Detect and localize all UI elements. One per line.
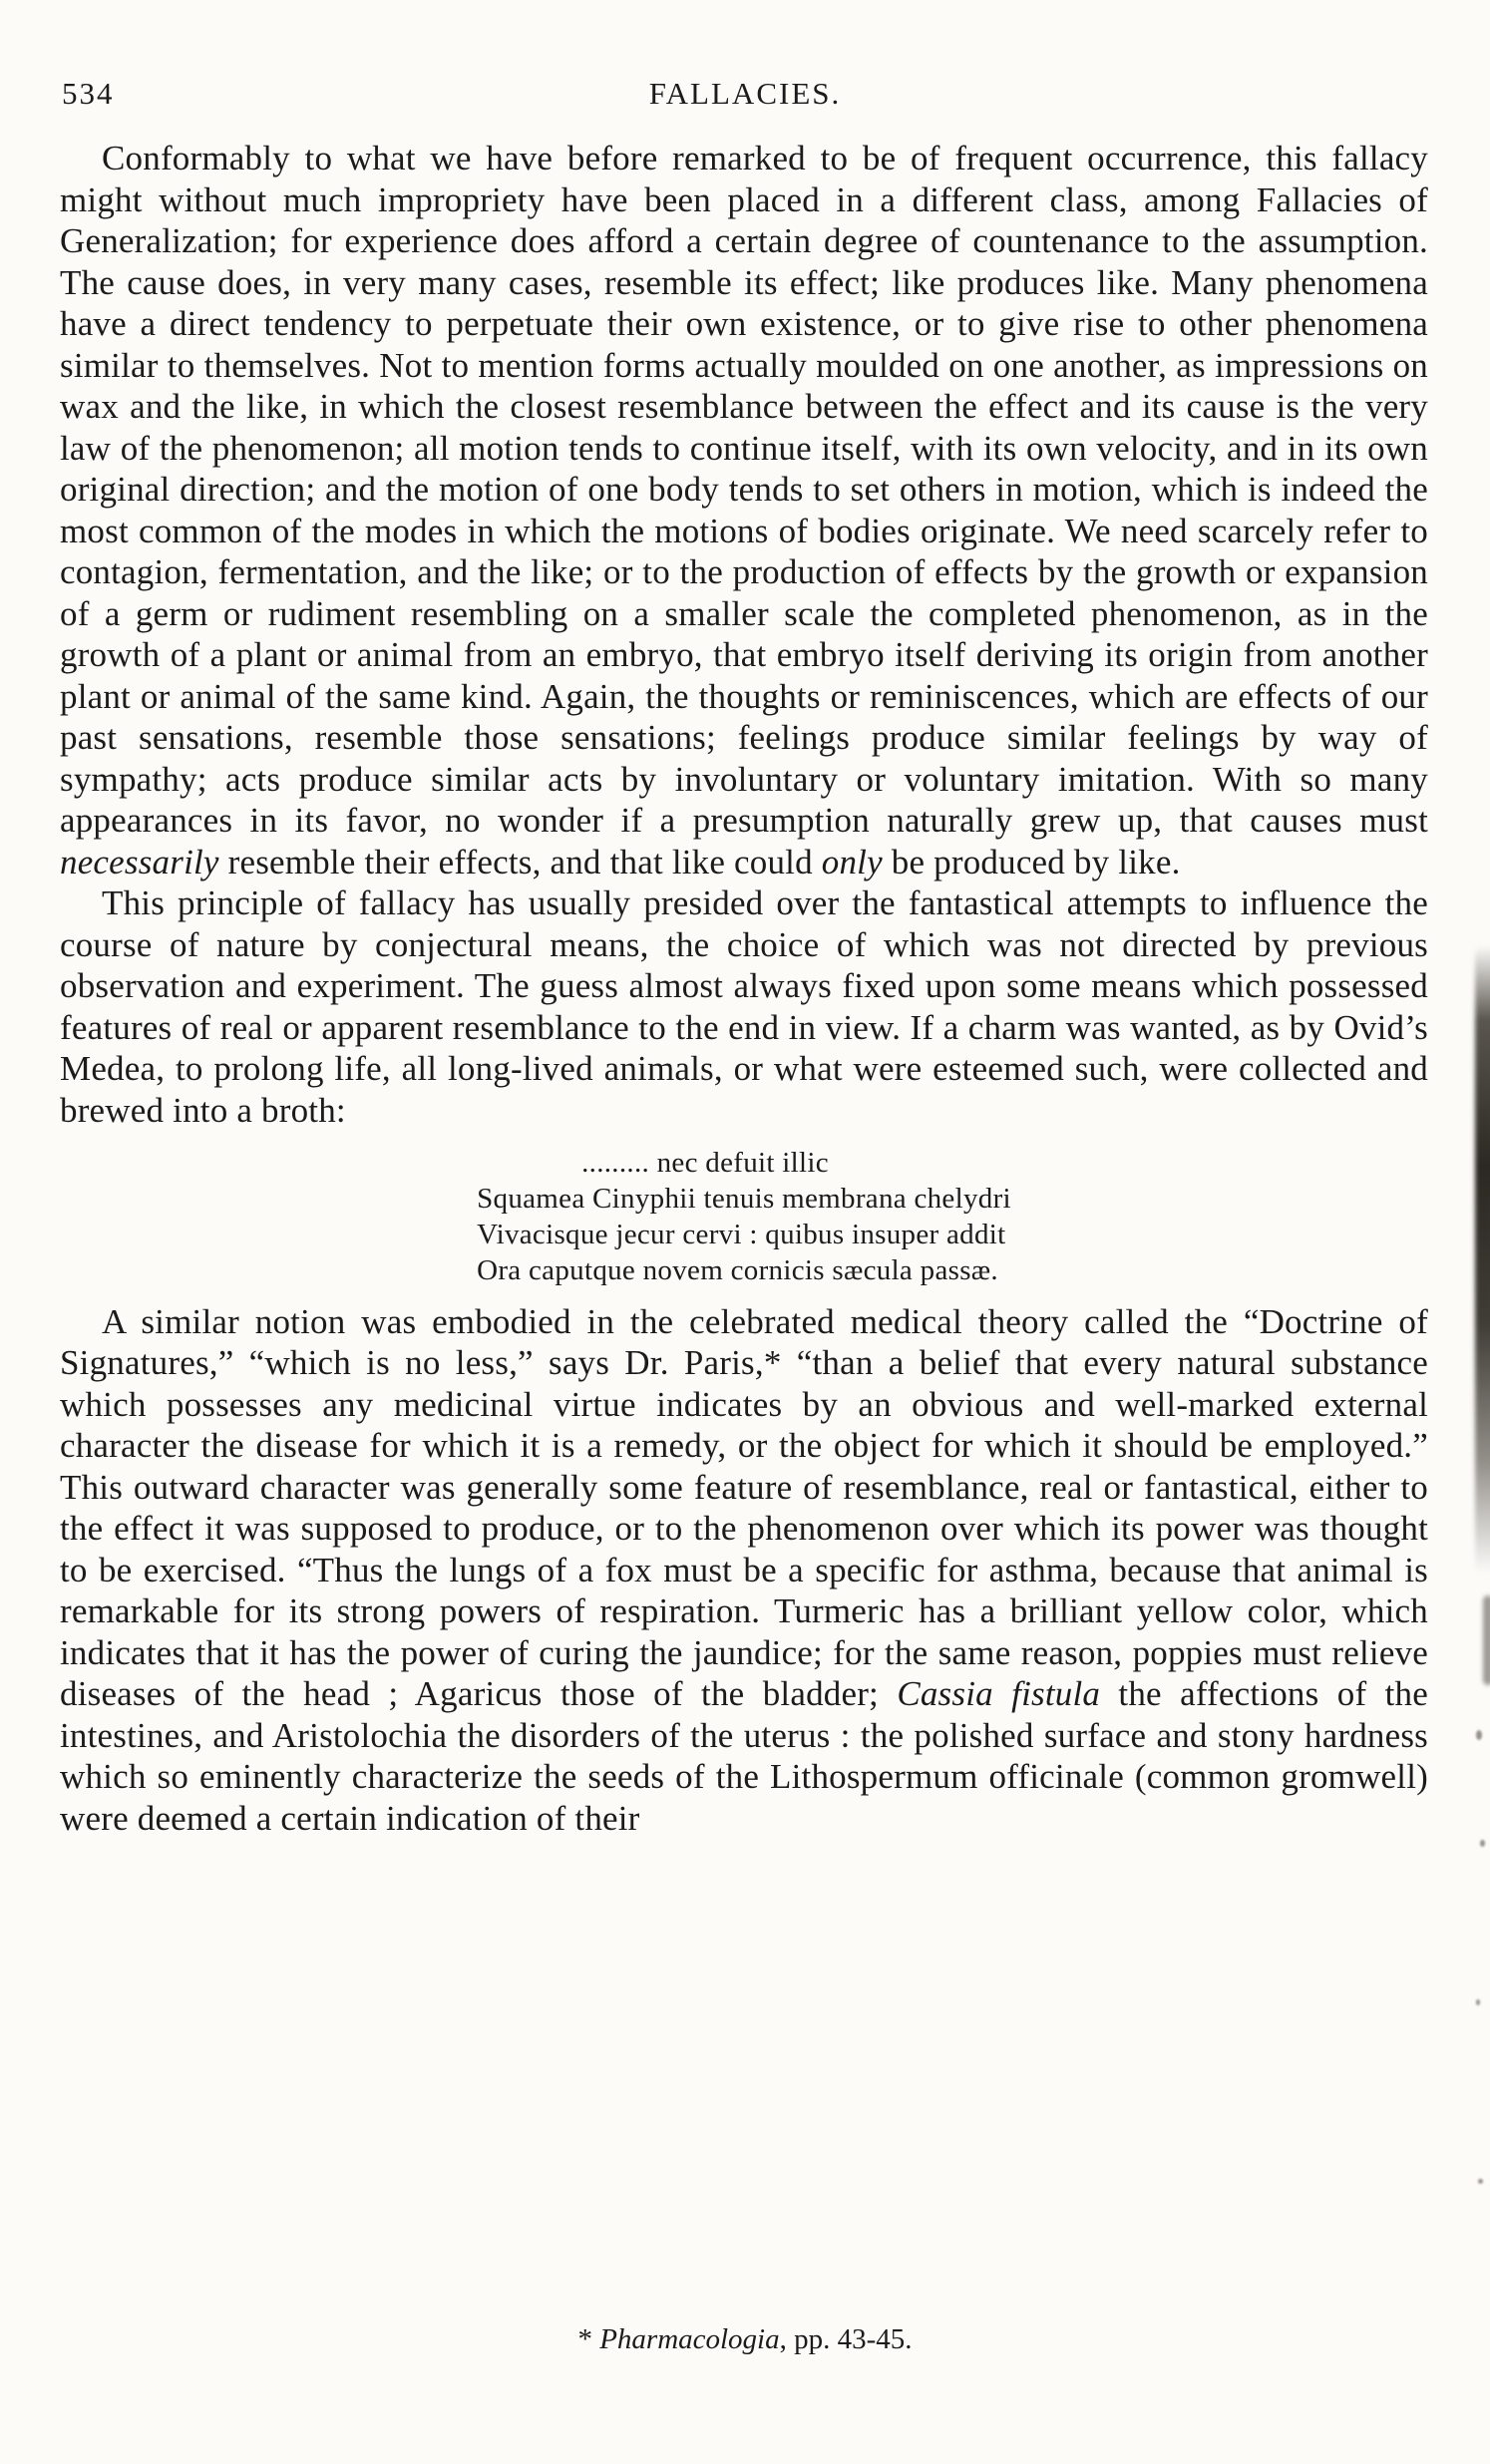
footnote-text (577, 2323, 912, 2355)
text-segment: resemble their effects, and that like could (218, 842, 822, 881)
page-body (0, 122, 1490, 1839)
text-segment: A similar notion was embodied in the celebrated medical theory called the “Doctrine of Signatures,” “which is no less,” says Dr. Paris,* “than a belief that every natural substance which possesses any medicinal virtue indicates by an obvious and well-marked external character the disease for which it is a remedy, or the object for which it should be employed.” This outward character was generally some feature of resemblance, real or fantastical, either to the effect it was supposed to produce, or to the phenomenon over which its power was thought to be exercised. “Thus the lungs of a fox must be a specific for asthma, because that animal is remarkable for its strong powers of respiration. Turmeric has a brilliant yellow color, which indicates that it has the power of curing the jaundice; for the same reason, poppies must relieve diseases of the head ; Agaricus those of the bladder; (60, 1301, 1428, 1713)
italic-text-segment: necessarily (60, 842, 219, 881)
italic-text-segment: Cassia fistula (897, 1674, 1101, 1713)
text-segment: This principle of fallacy has usually presided over the fantastical attempts to influence the course of nature by conjectural means, the choice of which was not directed by previous observation and experiment. The guess almost always fixed upon some means which possessed features of real or apparent resemblance to the end in view. If a charm was wanted, as by Ovid’s Medea, to prolong life, all long-lived animals, or what were esteemed such, were collected and brewed into a broth: (60, 883, 1428, 1130)
verse-line: Vivacisque jecur cervi : quibus insuper addit (477, 1219, 1006, 1250)
verse-line: Ora caputque novem cornicis sæcula passæ. (477, 1254, 998, 1286)
italic-text-segment: only (821, 842, 883, 881)
running-header: FALLACIES. (648, 76, 842, 111)
text-segment: Conformably to what we have before remarked to be of frequent occurrence, this fallacy might without much impropriety have been placed in a different class, among Fallacies of Generalization; for experience does afford a certain degree of countenance to the assumption. The cause does, in very many cases, resemble its effect; like produces like. Many phenomena have a direct tendency to perpetuate their own existence, or to give rise to other phenomena similar to themselves. Not to mention forms actually moulded on one another, as impressions on wax and the like, in which the closest resemblance between the effect and its cause is the very law of the phenomenon; all motion tends to continue itself, with its own velocity, and in its own original direction; and the motion of one body tends to set others in motion, which is indeed the most common of the modes in which the motions of bodies originate. We need scarcely refer to contagion, fermentation, and the like; or to the production of effects by the growth or expansion of a germ or rudiment resembling on a smaller scale the completed phenomenon, as in the growth of a plant or animal from an embryo, that embryo itself deriving its origin from another plant or animal of the same kind. Again, the thoughts or reminiscences, which are effects of our past sensations, resemble those sensations; feelings produce similar feelings by way of sympathy; acts produce similar acts by involuntary or voluntary imitation. With so many appearances in its favor, no wonder if a presumption naturally grew up, that causes must (60, 139, 1428, 840)
text-segment: , pp. 43-45. (779, 2323, 913, 2355)
text-segment: * (577, 2323, 600, 2355)
scan-speck (1478, 2179, 1483, 2184)
paragraph (60, 1301, 1428, 1840)
scan-speck (1480, 1840, 1485, 1847)
page-number: 534 (62, 76, 115, 111)
scan-speck (1476, 1730, 1482, 1740)
paragraph (60, 138, 1428, 882)
latin-verse (477, 1145, 1011, 1288)
text-segment: be produced by like. (882, 842, 1181, 881)
verse-block (60, 1145, 1428, 1289)
verse-line: Squamea Cinyphii tenuis membrana chelydri (477, 1183, 1011, 1215)
verse-line: ......... nec defuit illic (581, 1147, 829, 1179)
text-segment: the affections of the intestines, and Aristolochia the disorders of the uterus : the polished surface and stony hardness which so eminently characterize the seeds of the Lithospermum officinale (common gromwell) were deemed a certain indication of their (60, 1674, 1428, 1838)
italic-text-segment: Pharmacologia (599, 2323, 780, 2355)
scan-speck (1476, 1999, 1480, 2005)
page-header (0, 0, 1490, 122)
scan-smudge (1475, 945, 1490, 1574)
paragraph (60, 882, 1428, 1131)
footnote (0, 2323, 1490, 2356)
scan-smudge (1483, 1595, 1490, 1685)
